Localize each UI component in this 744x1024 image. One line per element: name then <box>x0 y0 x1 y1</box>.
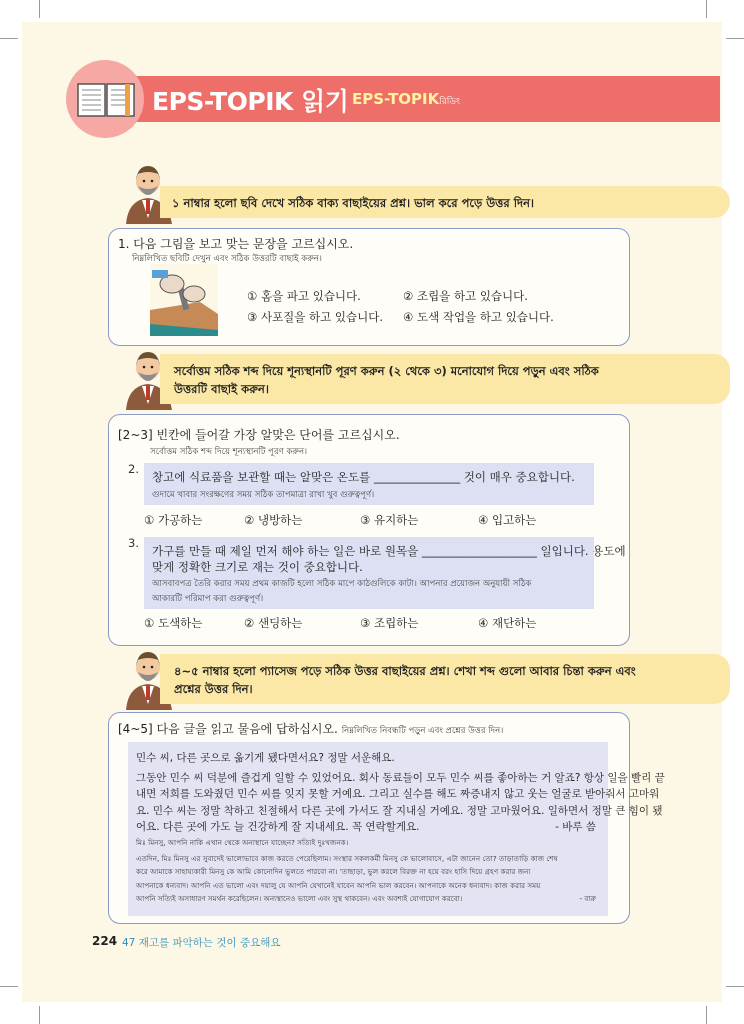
question-2-number: 2. <box>128 462 139 476</box>
passage-translation-last <box>136 892 602 906</box>
crop-mark <box>706 0 707 18</box>
passage-signature: - 바루 씀 <box>555 821 596 833</box>
passage-translation-line: করে আমাকে সাহায্যকারী মিনসু কে আমি কোনোদিন ভুলতে পারবো না। 'তাছাড়া, ভুল করলে বিরক্ত না হয়ে বরং হাসি দিয়ে গ্রহণ করার জন্য <box>136 867 531 876</box>
passage-line: 민수 씨, 다른 곳으로 옮기게 됐다면서요? 정말 서운해요. <box>136 752 395 764</box>
question-1-title: 1. 다음 그림을 보고 맞는 문장을 고르십시오. <box>118 237 354 251</box>
q1-option-1[interactable]: ① 홈을 파고 있습니다. <box>247 289 361 303</box>
q2-option-1[interactable]: ① 가공하는 <box>144 513 203 527</box>
q1-option-3[interactable]: ③ 사포질을 하고 있습니다. <box>247 310 384 324</box>
question-2-text: 창고에 식료품을 보관할 때는 알맞은 온도를 _______________ 것이 매우 중요합니다. <box>152 470 575 484</box>
passage-korean <box>136 750 665 836</box>
question-1-subtitle: নিম্নলিখিত ছবিটি দেখুন এবং সঠিক উত্তরটি বাছাই করুন। <box>132 254 322 264</box>
instruction-q4-5 <box>160 654 730 704</box>
q3-option-3[interactable]: ③ 조립하는 <box>360 616 419 630</box>
question-3-translation-line-1: আসবাবপত্র তৈরি করার সময় প্রথম কাজটি হলো সঠিক মাপে কাঠগুলিকে কাটা। আপনার প্রয়োজন অনুযায়ী সঠিক <box>152 579 532 589</box>
crop-mark <box>0 986 18 987</box>
crop-mark <box>39 0 40 18</box>
page-subtitle: EPS-TOPIKরিডিং <box>352 90 460 108</box>
instruction-q1: ১ নাম্বার হলো ছবি দেখে সঠিক বাক্য বাছাইয়ের প্রশ্ন। ভাল করে পড়ে উত্তর দিন। <box>160 186 730 218</box>
chisel-work-image <box>150 264 218 336</box>
q3-option-1[interactable]: ① 도색하는 <box>144 616 203 630</box>
instruction-q2-3 <box>160 354 730 404</box>
open-book-icon <box>76 80 136 120</box>
question-2-translation: গুদামে খাবার সংরক্ষণের সময় সঠিক তাপমাত্রা রাখা খুব গুরুত্বপূর্ণ। <box>152 490 375 500</box>
instruction-line: সর্বোত্তম সঠিক শব্দ দিয়ে শূন্যস্থানটি পূরণ করুন (২ থেকে ৩) মনোযোগ দিয়ে পড়ুন এবং সঠিক <box>174 364 599 378</box>
q2-option-4[interactable]: ④ 입고하는 <box>478 513 537 527</box>
passage-translation-line: মিঃ মিনসু, আপনি নাকি এখান থেকে অন্যস্থানে যাচ্ছেন? সত্যিই দুঃখজনক। <box>136 838 349 847</box>
passage-translation-line: এতদিন, মিঃ মিনসু এর সুবাদেই ভালোভাবে কাজ করতে পেরেছিলাম। সংস্থার সকলকর্মী মিনসু কে ভালোবাসে, এটা জানেন তো? তাড়াতাড়ি কাজ শেষ <box>136 853 558 863</box>
crop-mark <box>0 38 18 39</box>
q3-option-2[interactable]: ② 샌딩하는 <box>244 616 303 630</box>
passage-line: 어요. 다른 곳에 가도 늘 건강하게 잘 지내세요. 꼭 연락할게요. <box>136 821 420 833</box>
instruction-line: ৪~৫ নাম্বার হলো প্যাসেজ পড়ে সঠিক উত্তর বাছাইয়ের প্রশ্ন। শেখা শব্দ গুলো আবার চিন্তা করুন এবং <box>174 664 636 678</box>
passage-last-line <box>136 819 602 836</box>
passage-translation-signature: - বারু <box>579 894 596 903</box>
passage-bengali <box>136 836 602 906</box>
q1-option-4[interactable]: ④ 도색 작업을 하고 있습니다. <box>403 310 554 324</box>
crop-mark <box>726 986 744 987</box>
crop-mark <box>726 38 744 39</box>
passage-line: 요. 민수 씨는 정말 착하고 친절해서 다른 곳에 가서도 잘 지내실 거예요. 정말 고마웠어요. 일하면서 정말 큰 힘이 됐 <box>136 804 663 817</box>
question-2-3-title: [2~3] 빈칸에 들어갈 가장 알맞은 단어를 고르십시오. <box>118 428 400 442</box>
passage-line: 그동안 민수 씨 덕분에 즐겁게 일할 수 있었어요. 회사 동료들이 모두 민수 씨를 좋아하는 거 알죠? 항상 일을 빨리 끝 <box>136 771 665 784</box>
q1-option-2[interactable]: ② 조립을 하고 있습니다. <box>403 289 528 303</box>
instruction-line: প্রশ্নের উত্তর দিন। <box>174 682 253 696</box>
question-4-5-title: [4~5] 다음 글을 읽고 물음에 답하십시오. নিম্নলিখিত নিবন্ধটি পড়ুন এবং প্রশ্নের উত্তর দিন। <box>118 722 504 736</box>
q3-option-4[interactable]: ④ 재단하는 <box>478 616 537 630</box>
crop-mark <box>39 1006 40 1024</box>
instruction-line: উত্তরটি বাছাই করুন। <box>174 382 269 396</box>
chapter-footer: 47 재고를 파악하는 것이 중요해요 <box>122 937 281 949</box>
question-3-number: 3. <box>128 536 139 550</box>
q2-option-3[interactable]: ③ 유지하는 <box>360 513 419 527</box>
question-3-translation-line-2: আকারটি পরিমাপ করা গুরুত্বপূর্ণ। <box>152 594 264 604</box>
page-title: EPS-TOPIK 읽기 <box>152 87 349 116</box>
q2-option-2[interactable]: ② 냉방하는 <box>244 513 303 527</box>
question-3-text-line-1: 가구를 만들 때 제일 먼저 해야 하는 일은 바로 원목을 ____________________ 일입니다. 용도에 <box>152 544 626 558</box>
page-number: 224 <box>92 934 118 948</box>
question-3-text-line-2: 맞게 정확한 크기로 재는 것이 중요합니다. <box>152 560 363 574</box>
question-2-3-subtitle: সর্বোত্তম সঠিক শব্দ দিয়ে শূন্যস্থানটি পূরণ করুন। <box>150 447 308 457</box>
passage-translation-line: আপনি সত্যিই অসাধারণ সমর্থন করেছিলেন। অন্যস্থানেও ভালো এবং সুস্থ থাকবেন। এবং অবশ্যই যোগাযোগ করবো। <box>136 894 463 903</box>
passage-line: 내면 저희를 도와줬던 민수 씨를 잊지 못할 거예요. 그리고 실수를 해도 짜증내지 않고 웃는 얼굴로 받아줘서 고마워 <box>136 788 660 800</box>
crop-mark <box>706 1006 707 1024</box>
passage-translation-line: আপনাকে ধন্যবাদ। আপনি এত ভালো এবং দয়ালু যে আপনি যেখানেই যাবেন আপনি ভাল করবেন। আপনাকে অনেক ধন্যবাদ। কাজ করার সময় <box>136 880 541 890</box>
